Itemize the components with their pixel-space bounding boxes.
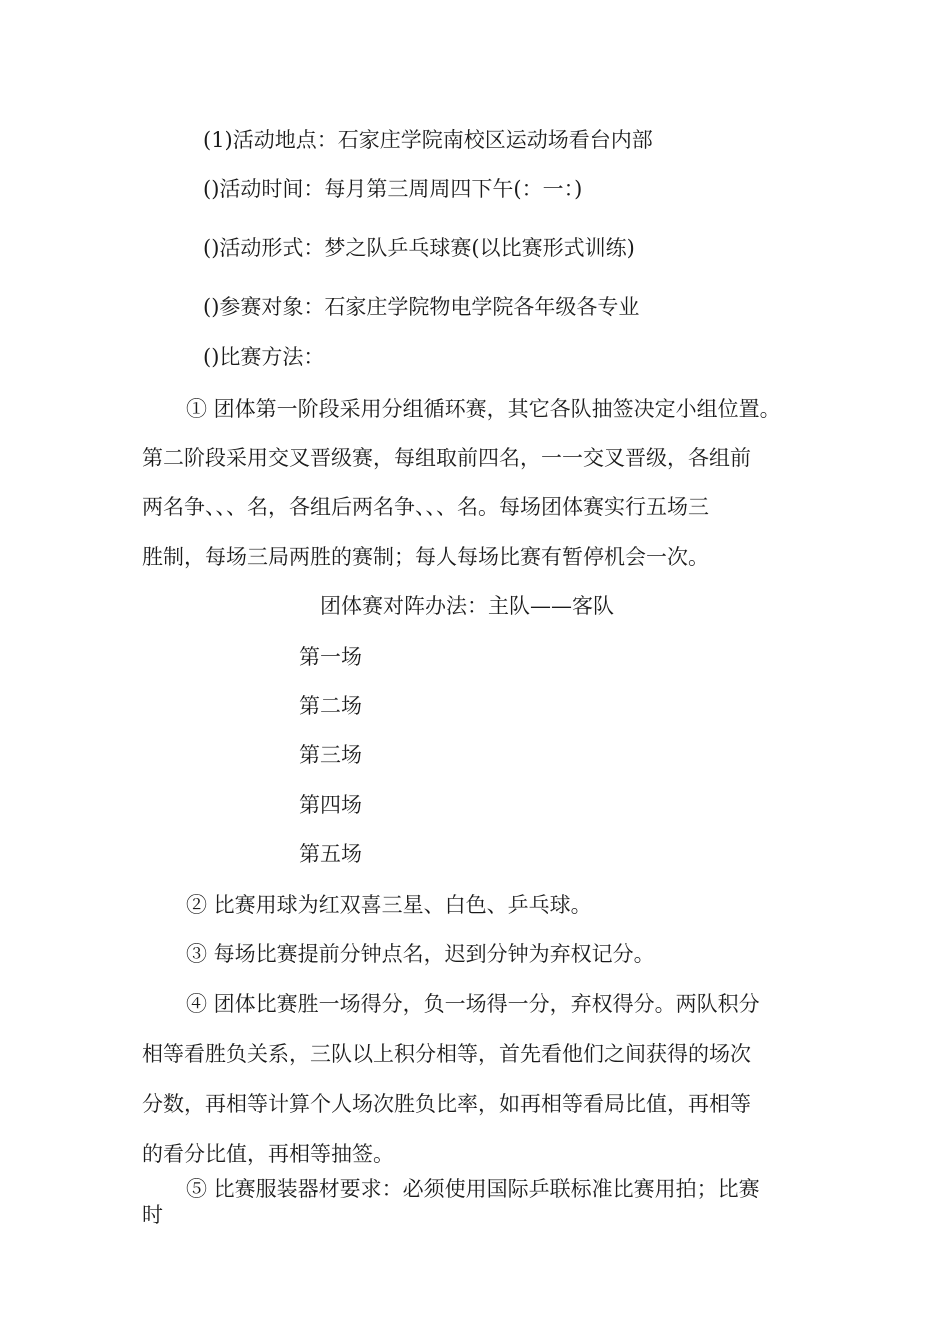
rule4-line1: ④ 团体比赛胜一场得分，负一场得一分，弃权得分。两队积分 — [186, 992, 760, 1016]
rule1-line4: 胜制，每场三局两胜的赛制；每人每场比赛有暂停机会一次。 — [142, 545, 709, 569]
team-order-heading: 团体赛对阵办法：主队——客队 — [320, 594, 614, 618]
round-3: 第三场 — [299, 743, 362, 767]
rule2: ② 比赛用球为红双喜三星、白色、乒乓球。 — [186, 893, 592, 917]
rule3: ③ 每场比赛提前分钟点名，迟到分钟为弃权记分。 — [186, 942, 655, 966]
rule4-line2: 相等看胜负关系，三队以上积分相等，首先看他们之间获得的场次 — [142, 1042, 751, 1066]
item-time: ()活动时间：每月第三周周四下午(：一：) — [203, 177, 583, 201]
round-4: 第四场 — [299, 793, 362, 817]
item-location: (1)活动地点：石家庄学院南校区运动场看台内部 — [203, 128, 653, 152]
round-5: 第五场 — [299, 842, 362, 866]
item-participants: ()参赛对象：石家庄学院物电学院各年级各专业 — [203, 295, 640, 319]
item-method-heading: ()比赛方法： — [203, 345, 325, 369]
rule1-line3: 两名争、、、名，各组后两名争、、、名。每场团体赛实行五场三 — [142, 495, 709, 519]
rule1-line1: ① 团体第一阶段采用分组循环赛，其它各队抽签决定小组位置。 — [186, 397, 781, 421]
item-form: ()活动形式：梦之队乒乓球赛(以比赛形式训练) — [203, 236, 635, 260]
rule1-line2: 第二阶段采用交叉晋级赛，每组取前四名，一一交叉晋级，各组前 — [142, 446, 751, 470]
round-2: 第二场 — [299, 694, 362, 718]
round-1: 第一场 — [299, 645, 362, 669]
rule4-line4: 的看分比值，再相等抽签。 — [142, 1142, 394, 1166]
rule5-line2: 时 — [142, 1203, 163, 1227]
rule4-line3: 分数，再相等计算个人场次胜负比率，如再相等看局比值，再相等 — [142, 1092, 751, 1116]
rule5-line1: ⑤ 比赛服装器材要求：必须使用国际乒联标准比赛用拍；比赛 — [186, 1177, 760, 1201]
